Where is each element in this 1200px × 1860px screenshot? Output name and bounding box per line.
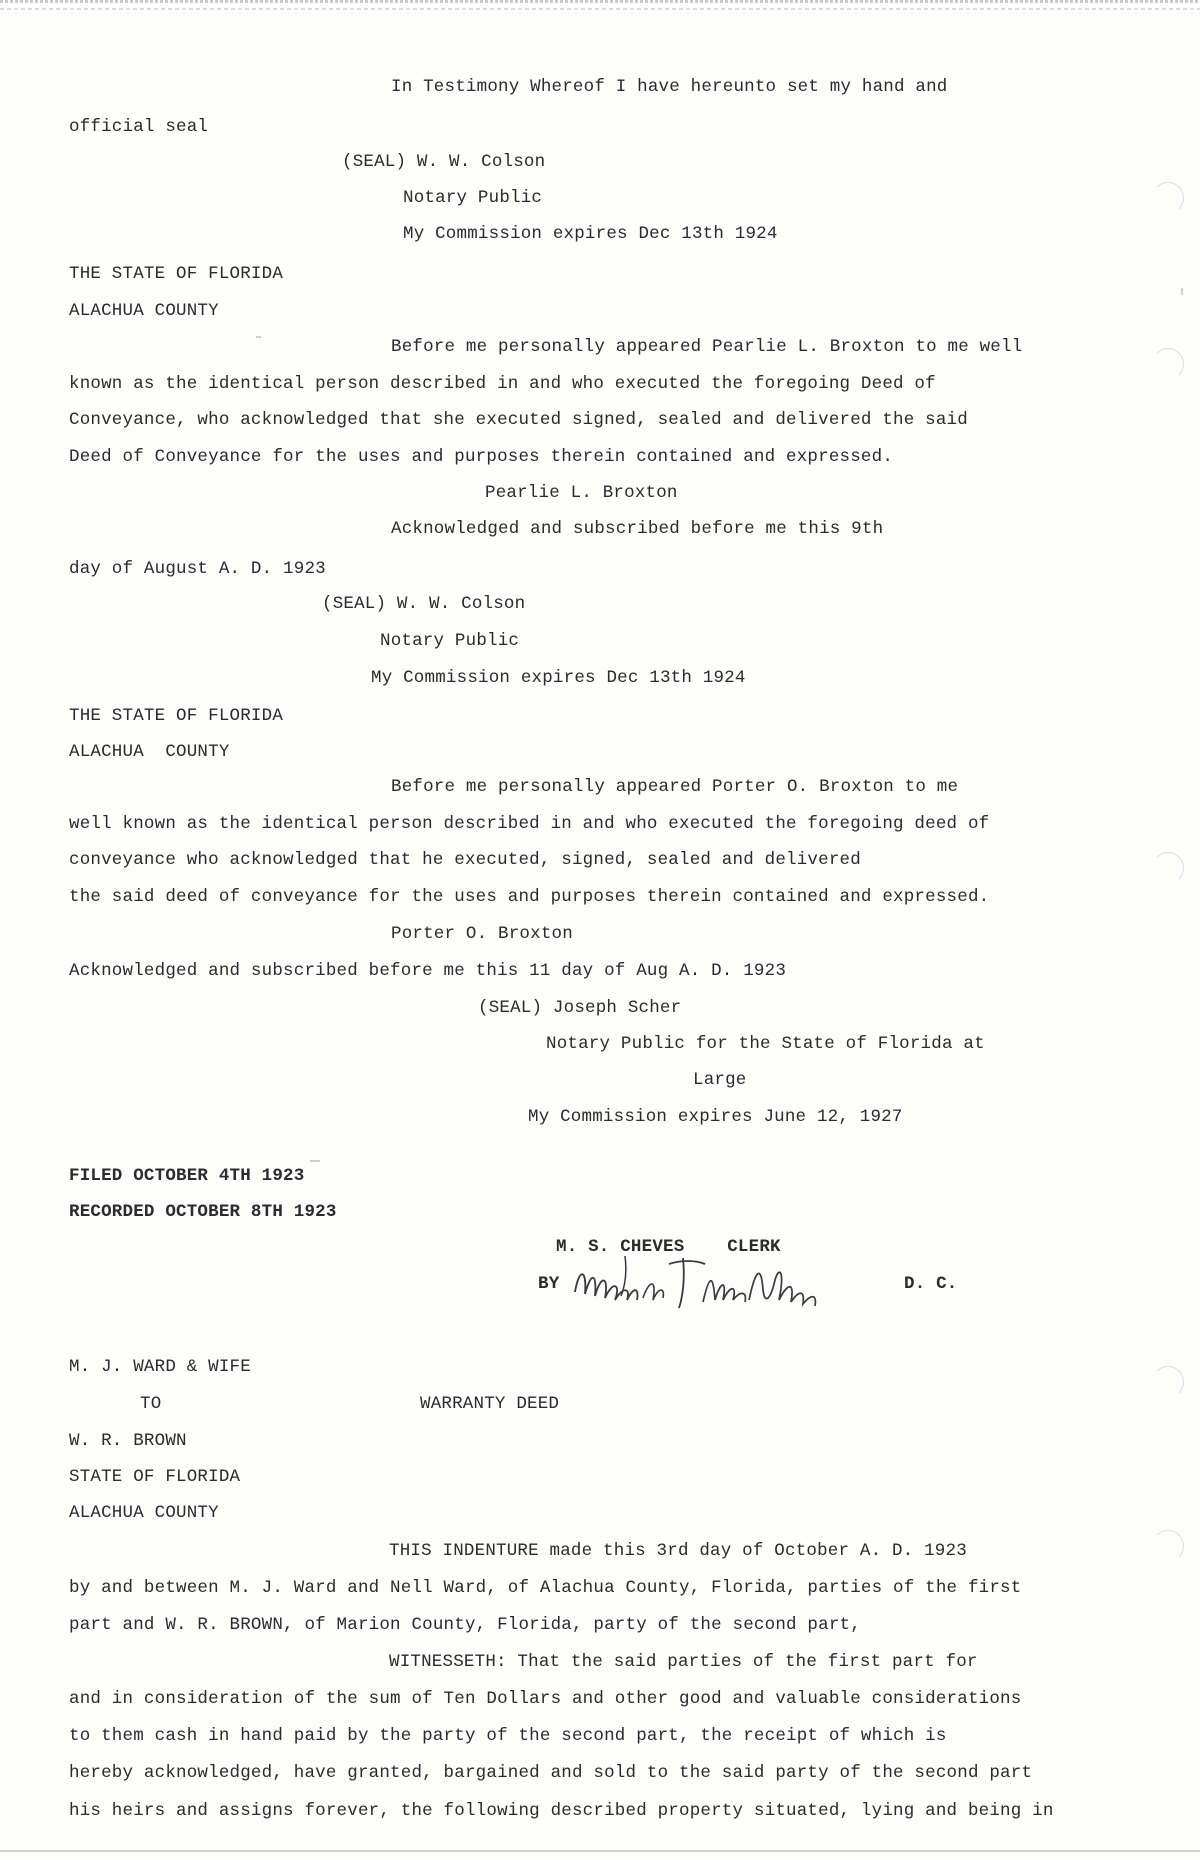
text-line: My Commission expires June 12, 1927 — [528, 1107, 903, 1127]
text-line: THE STATE OF FLORIDA — [69, 264, 284, 284]
text-line: Before me personally appeared Porter O. Broxton to me — [391, 777, 959, 797]
scan-speck — [256, 336, 261, 338]
text-line: hereby acknowledged, have granted, bargained and sold to the said party of the second part — [69, 1763, 1033, 1783]
scan-speck — [310, 1160, 320, 1162]
text-line: Notary Public — [380, 631, 520, 651]
text-line: his heirs and assigns forever, the following described property situated, lying and being in — [69, 1801, 1054, 1821]
text-line: STATE OF FLORIDA — [69, 1467, 241, 1487]
text-line: Notary Public for the State of Florida at — [546, 1034, 985, 1054]
text-line: Acknowledged and subscribed before me this 9th — [391, 519, 884, 539]
text-line: Large — [693, 1070, 747, 1090]
binder-hole-mark — [1152, 348, 1184, 380]
text-line: known as the identical person described in and who executed the foregoing Deed of — [69, 374, 936, 394]
filed-stamp: FILED OCTOBER 4TH 1923 — [69, 1166, 305, 1186]
text-line: (SEAL) W. W. Colson — [342, 152, 546, 172]
party-grantor: M. J. WARD & WIFE — [69, 1357, 251, 1377]
clerk-by-label: BY — [538, 1274, 560, 1294]
text-line: ALACHUA COUNTY — [69, 1503, 219, 1523]
page-bottom-edge — [0, 1850, 1200, 1852]
binder-hole-mark — [1152, 852, 1184, 884]
text-line: well known as the identical person described in and who executed the foregoing deed of — [69, 814, 990, 834]
text-line: THIS INDENTURE made this 3rd day of October A. D. 1923 — [389, 1541, 967, 1561]
signature-name: Porter O. Broxton — [391, 924, 573, 944]
page-top-edge-faint — [0, 8, 1200, 10]
party-to: TO — [140, 1394, 162, 1414]
text-line: Notary Public — [403, 188, 543, 208]
binder-hole-mark — [1152, 182, 1184, 214]
page-top-edge — [0, 0, 1200, 3]
text-line: part and W. R. BROWN, of Marion County, Florida, party of the second part, — [69, 1615, 861, 1635]
text-line: the said deed of conveyance for the uses and purposes therein contained and expressed. — [69, 887, 990, 907]
scan-speck — [1181, 288, 1183, 295]
text-line: My Commission expires Dec 13th 1924 — [371, 668, 746, 688]
signature-name: Pearlie L. Broxton — [485, 483, 678, 503]
text-line: My Commission expires Dec 13th 1924 — [403, 224, 778, 244]
clerk-line: M. S. CHEVES CLERK — [556, 1237, 781, 1257]
text-line: (SEAL) W. W. Colson — [322, 594, 526, 614]
text-line: day of August A. D. 1923 — [69, 559, 326, 579]
recorded-stamp: RECORDED OCTOBER 8TH 1923 — [69, 1202, 337, 1222]
handwritten-signature — [565, 1250, 835, 1320]
text-line: official seal — [69, 117, 209, 137]
binder-hole-mark — [1152, 1366, 1184, 1398]
text-line: conveyance who acknowledged that he executed, signed, sealed and delivered — [69, 850, 861, 870]
deputy-clerk-label: D. C. — [904, 1274, 958, 1294]
text-line: ALACHUA COUNTY — [69, 301, 219, 321]
text-line: ALACHUA COUNTY — [69, 742, 230, 762]
text-line: WITNESSETH: That the said parties of the first part for — [389, 1652, 978, 1672]
text-line: (SEAL) Joseph Scher — [478, 998, 682, 1018]
binder-hole-mark — [1152, 1530, 1184, 1562]
text-line: In Testimony Whereof I have hereunto set my hand and — [391, 77, 948, 97]
text-line: Deed of Conveyance for the uses and purposes therein contained and expressed. — [69, 447, 894, 467]
text-line: Acknowledged and subscribed before me this 11 day of Aug A. D. 1923 — [69, 961, 787, 981]
party-grantee: W. R. BROWN — [69, 1431, 187, 1451]
text-line: THE STATE OF FLORIDA — [69, 706, 284, 726]
text-line: to them cash in hand paid by the party of the second part, the receipt of which is — [69, 1726, 947, 1746]
text-line: Conveyance, who acknowledged that she executed signed, sealed and delivered the said — [69, 410, 968, 430]
deed-title: WARRANTY DEED — [420, 1394, 560, 1414]
text-line: by and between M. J. Ward and Nell Ward, of Alachua County, Florida, parties of the first — [69, 1578, 1022, 1598]
text-line: and in consideration of the sum of Ten Dollars and other good and valuable considerations — [69, 1689, 1022, 1709]
text-line: Before me personally appeared Pearlie L. Broxton to me well — [391, 337, 1023, 357]
